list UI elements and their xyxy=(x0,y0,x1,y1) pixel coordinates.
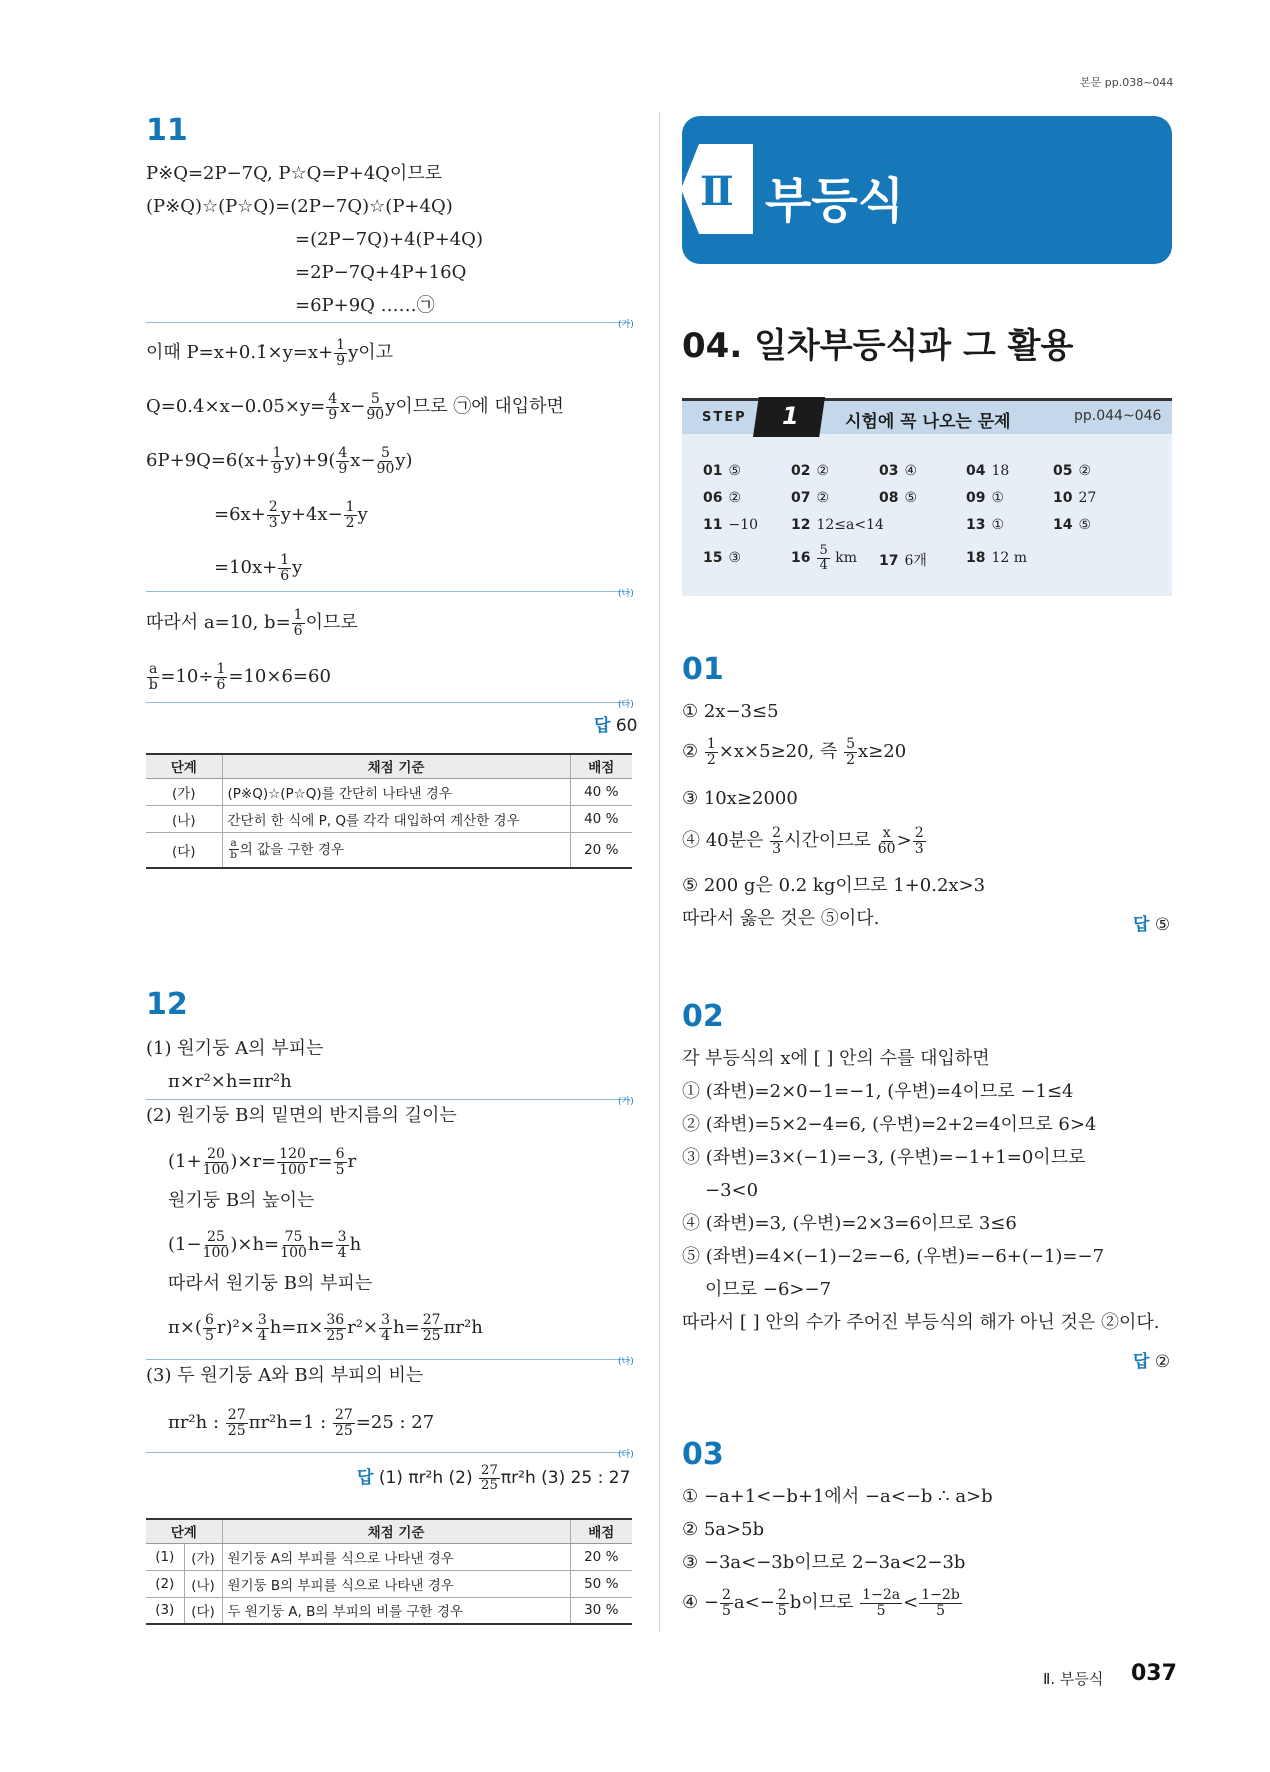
question-number-12: 12 xyxy=(146,987,188,1022)
col-header-score: 배점 xyxy=(570,754,632,778)
step-divider-3 xyxy=(146,702,630,703)
q02-line-1: 각 부등식의 x에 [ ] 안의 수를 대입하면 xyxy=(682,1048,990,1069)
q11-line-4: =2P−7Q+4P+16Q xyxy=(295,262,467,283)
table-row: (다) $\frac{a}{b}$ 의 값을 구한 경우 20 % xyxy=(146,832,632,868)
q12-line-10: πr²h : $\frac{27}{25}$ πr²h=1 : $\frac{27}{25}$ =25 : 27 xyxy=(168,1407,435,1439)
q12-line-5: 원기둥 B의 높이는 xyxy=(168,1190,315,1211)
answer-item: 08 ⑤ xyxy=(879,490,918,506)
q02-line-3: ② (좌변)=5×2−4=6, (우변)=2+2=4이므로 6>4 xyxy=(682,1114,1097,1135)
answer-item: 07 ② xyxy=(791,490,830,506)
q02-line-8: 이므로 −6>−7 xyxy=(705,1279,832,1300)
q03-line-2: ② 5a>5b xyxy=(682,1519,765,1540)
page-number: 037 xyxy=(1131,1661,1177,1686)
q12-line-1: (1) 원기둥 A의 부피는 xyxy=(146,1038,324,1059)
q01-line-4: ④ 40분은 $\frac{2}{3}$ 시간이므로 $\frac{x}{60}$ > $\frac{2}{3}$ xyxy=(682,825,924,857)
q12-line-8: π×( $\frac{6}{5}$ r)²× $\frac{3}{4}$ h=π× $\frac{36}{25}$ r²× $\frac{3}{4}$ h= $\frac{27}{25}$ πr²h xyxy=(168,1312,483,1344)
step-marker-ga: (가) xyxy=(618,320,634,330)
page-reference: 본문 pp.038~044 xyxy=(1080,76,1174,89)
q11-line-6: 이때 P=x+0.1̇×y=x+ $\frac{1}{9}$ y이고 xyxy=(146,337,394,369)
q03-line-1: ① −a+1<−b+1에서 −a<−b ∴ a>b xyxy=(682,1486,993,1507)
q11-line-2: (P※Q)☆(P☆Q)=(2P−7Q)☆(P+4Q) xyxy=(146,196,453,217)
q12-line-9: (3) 두 원기둥 A와 B의 부피의 비는 xyxy=(146,1365,424,1386)
q03-line-3: ③ −3a<−3b이므로 2−3a<2−3b xyxy=(682,1552,966,1573)
q03-line-4: ④ − $\frac{2}{5}$ a<− $\frac{2}{5}$ b이므로 $\frac{1-2a}{5}$ < $\frac{1-2b}{5}$ xyxy=(682,1587,960,1619)
q01-answer: 답 ⑤ xyxy=(1133,915,1171,935)
col-header-step: 단계 xyxy=(146,754,222,778)
q12-line-6: (1− $\frac{25}{100}$ )×h= $\frac{75}{100}$ h= $\frac{3}{4}$ h xyxy=(168,1229,362,1261)
q01-line-5: ⑤ 200 g은 0.2 kg이므로 1+0.2x>3 xyxy=(682,875,986,896)
q02-line-4: ③ (좌변)=3×(−1)=−3, (우변)=−1+1=0이므로 xyxy=(682,1147,1086,1168)
answer-item: 13 ① xyxy=(966,517,1005,533)
q02-line-7: ⑤ (좌변)=4×(−1)−2=−6, (우변)=−6+(−1)=−7 xyxy=(682,1246,1105,1267)
q11-line-8: 6P+9Q=6(x+ $\frac{1}{9}$ y)+9( $\frac{4}{9}$ x− $\frac{5}{90}$ y) xyxy=(146,445,413,477)
answer-item: 06 ② xyxy=(703,490,742,506)
question-number-11: 11 xyxy=(146,113,188,148)
q11-line-9: =6x+ $\frac{2}{3}$ y+4x− $\frac{1}{2}$ y xyxy=(214,499,368,531)
col-header-step: 단계 xyxy=(146,1519,222,1543)
q11-scoring-table xyxy=(146,753,632,869)
col-header-score: 배점 xyxy=(570,1519,632,1543)
step-divider-4 xyxy=(146,1099,630,1100)
q02-line-9: 따라서 [ ] 안의 수가 주어진 부등식의 해가 아닌 것은 ②이다. xyxy=(682,1312,1160,1333)
step-marker-na-2: (나) xyxy=(618,1357,634,1367)
question-number-01: 01 xyxy=(682,652,724,687)
q11-line-12: $\frac{a}{b}$ =10÷ $\frac{1}{6}$ =10×6=60 xyxy=(148,661,331,693)
q02-line-5: −3<0 xyxy=(705,1180,759,1201)
col-header-criteria: 채점 기준 xyxy=(222,754,570,778)
step-divider-2 xyxy=(146,591,630,592)
q02-answer: 답 ② xyxy=(1133,1352,1171,1372)
footer-section: Ⅱ. 부등식 xyxy=(1043,1670,1104,1688)
answer-item: 15 ③ xyxy=(703,550,742,566)
q11-line-11: 따라서 a=10, b= $\frac{1}{6}$ 이므로 xyxy=(146,607,358,639)
answer-item: 10 27 xyxy=(1053,490,1097,506)
q12-line-4: (1+ $\frac{20}{100}$ )×r= $\frac{120}{100}$ r= $\frac{6}{5}$ r xyxy=(168,1146,357,1178)
q11-line-7: Q=0.4̇×x−0.05̇×y= $\frac{4}{9}$ x− $\frac{5}{90}$ y이므로 ㉠에 대입하면 xyxy=(146,391,564,423)
step-divider-6 xyxy=(146,1452,630,1453)
q11-line-10: =10x+ $\frac{1}{6}$ y xyxy=(214,552,303,584)
answer-item: 12 12≤a<14 xyxy=(791,517,884,533)
table-row: (가) (P※Q)☆(P☆Q)를 간단히 나타낸 경우 40 % xyxy=(146,778,632,805)
col-header-criteria: 채점 기준 xyxy=(222,1519,570,1543)
answer-item: 01 ⑤ xyxy=(703,463,742,479)
q12-line-3: (2) 원기둥 B의 밑면의 반지름의 길이는 xyxy=(146,1105,457,1126)
chapter-banner xyxy=(682,116,1172,264)
question-number-03: 03 xyxy=(682,1437,724,1472)
step-marker-na: (나) xyxy=(618,589,634,599)
q02-line-6: ④ (좌변)=3, (우변)=2×3=6이므로 3≤6 xyxy=(682,1213,1017,1234)
column-divider xyxy=(659,112,660,1632)
q02-line-2: ① (좌변)=2×0−1=−1, (우변)=4이므로 −1≤4 xyxy=(682,1081,1074,1102)
table-row: (나) 간단히 한 식에 P, Q를 각각 대입하여 계산한 경우 40 % xyxy=(146,805,632,832)
table-row: (1) (가) 원기둥 A의 부피를 식으로 나타낸 경우 20 % xyxy=(146,1543,632,1570)
answer-item: 05 ② xyxy=(1053,463,1092,479)
answer-item: 04 18 xyxy=(966,463,1010,479)
table-row: (3) (다) 두 원기둥 A, B의 부피의 비를 구한 경우 30 % xyxy=(146,1597,632,1624)
q01-line-6: 따라서 옳은 것은 ⑤이다. xyxy=(682,908,880,929)
section-title: 04. 일차부등식과 그 활용 xyxy=(682,326,1074,366)
q01-line-3: ③ 10x≥2000 xyxy=(682,788,798,809)
step-pages: pp.044~046 xyxy=(1074,408,1162,424)
q12-scoring-table xyxy=(146,1518,632,1625)
chapter-title: 부등식 xyxy=(765,173,905,229)
step-marker-da: (다) xyxy=(618,700,634,710)
chapter-numeral: Ⅱ xyxy=(700,168,734,215)
answer-item: 02 ② xyxy=(791,463,830,479)
q12-answer: 답 (1) πr²h (2) $\frac{27}{25}$ πr²h (3) 25 : 27 xyxy=(357,1462,631,1493)
table-row: (2) (나) 원기둥 B의 부피를 식으로 나타낸 경우 50 % xyxy=(146,1570,632,1597)
q11-answer: 답 60 xyxy=(594,716,638,736)
step-divider-5 xyxy=(146,1359,630,1360)
answer-item: 17 6개 xyxy=(879,553,927,569)
step-marker-ga-2: (가) xyxy=(618,1097,634,1107)
q01-line-2: ② $\frac{1}{2}$ ×x×5≥20, 즉 $\frac{5}{2}$ x≥20 xyxy=(682,736,907,768)
step-number: 1 xyxy=(782,402,799,430)
q01-line-1: ① 2x−3≤5 xyxy=(682,701,779,722)
answer-item: 11 −10 xyxy=(703,517,759,533)
question-number-02: 02 xyxy=(682,999,724,1034)
q12-line-7: 따라서 원기둥 B의 부피는 xyxy=(168,1273,373,1294)
answer-item: 16 $\frac{5}{4}$ km xyxy=(791,543,857,573)
q11-line-1: P※Q=2P−7Q, P☆Q=P+4Q이므로 xyxy=(146,163,443,184)
step-divider-1 xyxy=(146,322,630,323)
q11-line-3: =(2P−7Q)+4(P+4Q) xyxy=(295,229,483,250)
step-marker-da-2: (다) xyxy=(618,1450,634,1460)
q11-line-5: =6P+9Q ……㉠ xyxy=(295,295,435,316)
answer-item: 18 12 m xyxy=(966,550,1028,566)
q12-line-2: π×r²×h=πr²h xyxy=(168,1071,292,1092)
answer-item: 14 ⑤ xyxy=(1053,517,1092,533)
answer-item: 03 ④ xyxy=(879,463,918,479)
step-label: STEP xyxy=(702,410,747,425)
step-name: 시험에 꼭 나오는 문제 xyxy=(845,412,1011,432)
answer-item: 09 ① xyxy=(966,490,1005,506)
